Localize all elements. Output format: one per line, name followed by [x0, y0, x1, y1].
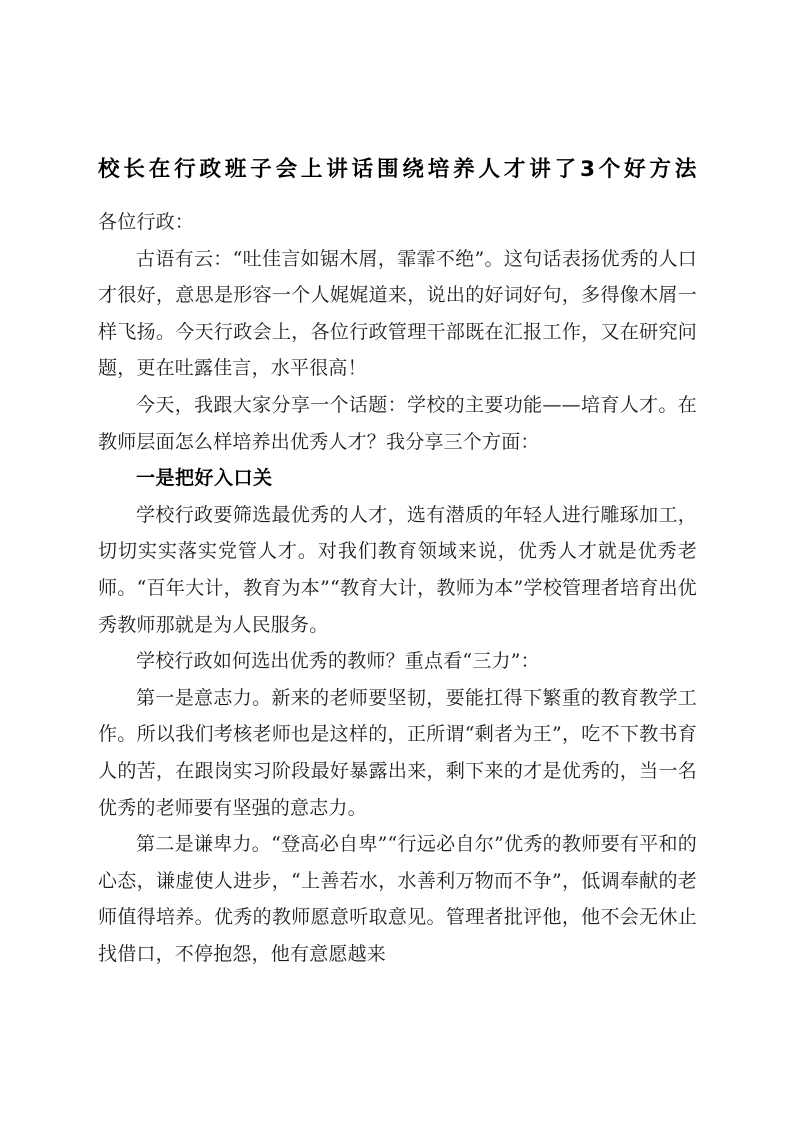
salutation: 各位行政：: [98, 211, 195, 233]
section-heading: 一是把好入口关: [136, 467, 273, 490]
body-paragraph: 今天，我跟大家分享一个话题：学校的主要功能——培育人才。在教师层面怎么样培养出优秀人才？我分享三个方面：: [98, 393, 697, 453]
title-body-spacer: [98, 185, 697, 204]
body-paragraph: 古语有云：“吐佳言如锯木屑，霏霏不绝”。这句话表扬优秀的人口才很好，意思是形容一个人娓娓道来，说出的好词好句，多得像木屑一样飞扬。今天行政会上，各位行政管理干部既在汇报工作，又在研究问题，更在吐露佳言，水平很高！: [98, 247, 697, 380]
body-paragraph: 学校行政要筛选最优秀的人才，选有潜质的年轻人进行雕琢加工，切切实实落实党管人才。对我们教育领域来说，优秀人才就是优秀老师。“百年大计，教育为本”“教育大计，教师为本”学校管理者培育出优秀教师那就是为人民服务。: [98, 503, 697, 636]
document-body: [98, 241, 697, 973]
body-paragraph: 第二是谦卑力。“登高必自卑”“行远必自尔”优秀的教师要有平和的心态，谦虚使人进步，“上善若水，水善利万物而不争”，低调奉献的老师值得培养。优秀的教师愿意听取意见。管理者批评他，他不会无休止找借口，不停抱怨，他有意愿越来: [98, 833, 697, 965]
page-title: 校长在行政班子会上讲话围绕培养人才讲了3个好方法: [98, 157, 697, 182]
body-paragraph: 学校行政如何选出优秀的教师？重点看“三力”：: [136, 650, 540, 673]
document-text-column: [98, 0, 697, 972]
body-paragraph: 第一是意志力。新来的老师要坚韧，要能扛得下繁重的教育教学工作。所以我们考核老师也是这样的，正所谓“剩者为王”，吃不下教书育人的苦，在跟岗实习阶段最好暴露出来，剩下来的才是优秀的，当一名优秀的老师要有坚强的意志力。: [98, 686, 697, 819]
